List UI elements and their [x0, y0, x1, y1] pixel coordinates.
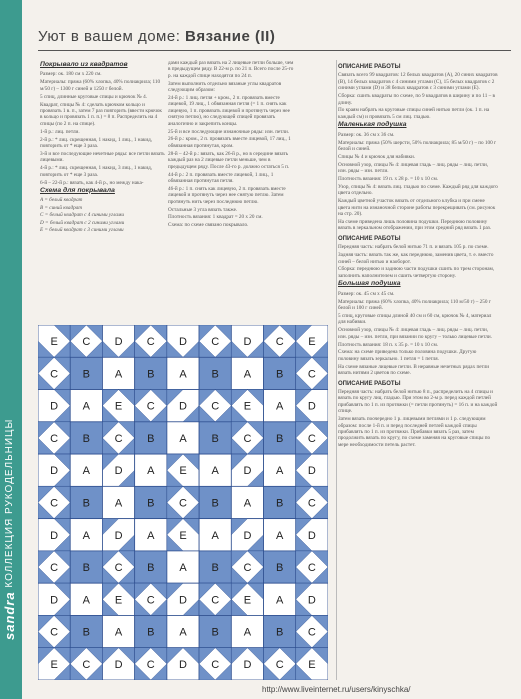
- chart-cell-C: [264, 325, 296, 357]
- chart-cell-B: [199, 357, 231, 389]
- chart-cell-C: [102, 422, 134, 454]
- cell-letter: D: [307, 400, 316, 413]
- chart-cell-A: [135, 519, 167, 551]
- column-right-instructions: [338, 60, 498, 690]
- cell-letter: C: [307, 626, 316, 639]
- chart-cell-D: [296, 454, 328, 486]
- cell-letter: E: [243, 400, 252, 413]
- paragraph: 1-й р.: лиц. петли.: [40, 128, 80, 135]
- cell-letter: B: [147, 432, 155, 445]
- cell-letter: C: [243, 562, 252, 575]
- chart-cell-E: [231, 583, 263, 615]
- cell-letter: E: [179, 529, 187, 542]
- chart-cell-B: [70, 615, 102, 647]
- paragraph: Материалы: пряжа (60% хлопка, 40% полиакрила; 110 м/50 г) – 250 г белой и 100 г синей.: [338, 298, 491, 311]
- cell-letter: A: [275, 594, 284, 607]
- chart-cell-B: [264, 615, 296, 647]
- chart-cell-B: [264, 357, 296, 389]
- cell-letter: A: [243, 626, 252, 639]
- paragraph: Сборка: переднюю и заднюю части подушки сшить по трем сторонам, заполнить наполнителем и сшить четвертую сторону.: [338, 266, 495, 279]
- paragraph: 5 спиц, круговые спицы длиной 40 см и 60 см, крючок № 4, материал для набивки.: [338, 312, 492, 326]
- chart-cell-C: [38, 422, 70, 454]
- cell-letter: D: [307, 529, 316, 542]
- chart-cell-C: [199, 583, 231, 615]
- cell-letter: D: [50, 465, 59, 478]
- chart-svg: [38, 325, 328, 680]
- brand-logo: sandra: [2, 591, 17, 640]
- cell-letter: A: [179, 626, 187, 639]
- chart-cell-C: [199, 390, 231, 422]
- chart-cell-A: [199, 519, 231, 551]
- chart-cell-A: [231, 486, 263, 518]
- cell-letter: C: [275, 336, 284, 349]
- chart-cell-B: [199, 551, 231, 583]
- cell-letter: B: [147, 368, 155, 381]
- chart-cell-A: [102, 357, 134, 389]
- chart-cell-C: [296, 551, 328, 583]
- paragraph: Затем выполнить отдельно вязаные углы квадратов следующим образом:: [168, 80, 282, 94]
- cell-letter: B: [82, 562, 91, 575]
- chart-cell-B: [135, 357, 167, 389]
- section-title: Покрывало из квадратов: [40, 61, 128, 68]
- chart-cell-D: [167, 583, 199, 615]
- paragraph: 44-й р.: 2 п. провязать вместе лицевой, 1 лиц., 1 обвязанная протянутая петля.: [168, 171, 274, 184]
- cell-letter: B: [147, 562, 155, 575]
- paragraph: Квадрат, спицы № 4: сделать крючком кольцо и провязать 1 в. п., затем 7 раз повторить (ввести крючок в кольцо и провязать 1 п. п.) = 8 п. Распределить на 4 спицы (по 2 п. на спице).: [40, 101, 162, 127]
- cell-letter: D: [307, 594, 316, 607]
- chart-cell-E: [296, 325, 328, 357]
- paragraph: Передняя часть: набрать белой нитью 8 п., распределить на 4 спицы и вязать по кругу лиц. гладью. При этом во 2-м р. перед каждой петлей прибавлять по 1 п. из протяжки (= петли протянуть) = 16 п. и на каждой спице.: [338, 388, 498, 415]
- chart-cell-C: [199, 325, 231, 357]
- cell-letter: B: [82, 497, 91, 510]
- title-main: Вязание (II): [185, 28, 276, 45]
- chart-cell-B: [199, 422, 231, 454]
- chart-cell-D: [296, 583, 328, 615]
- cell-letter: A: [275, 400, 284, 413]
- chart-cell-D: [38, 519, 70, 551]
- chart-cell-A: [70, 583, 102, 615]
- chart-cell-C: [199, 648, 231, 680]
- chart-cell-C: [231, 422, 263, 454]
- cell-letter: A: [114, 497, 123, 510]
- cell-letter: C: [146, 336, 155, 349]
- chart-cell-D: [38, 454, 70, 486]
- cell-letter: B: [275, 368, 284, 381]
- chart-cell-A: [264, 390, 296, 422]
- cell-letter: B: [82, 368, 91, 381]
- cell-letter: A: [211, 465, 219, 478]
- cell-letter: C: [82, 658, 91, 671]
- chart-cell-E: [231, 390, 263, 422]
- section-title: Большая подушка: [338, 280, 401, 288]
- chart-cell-A: [167, 357, 199, 389]
- cell-letter: A: [114, 626, 123, 639]
- cell-letter: D: [50, 529, 59, 542]
- paragraph: Основной узор, спицы № 4: лицевая гладь – лиц. ряды – лиц. петли, изн. ряды – изн. петли.: [338, 161, 489, 175]
- cell-letter: A: [179, 562, 187, 575]
- chart-cell-C: [70, 325, 102, 357]
- paragraph: Каждый цветной участок вязать от отдельного клубка и при смене цвета нити на изнаночной стороне работы перекрещивать (см. рисунок на стр. 20).: [338, 198, 496, 218]
- chart-cell-C: [38, 357, 70, 389]
- cell-letter: E: [50, 336, 58, 349]
- cell-letter: D: [243, 465, 252, 478]
- cell-letter: B: [211, 562, 219, 575]
- cell-letter: A: [275, 465, 284, 478]
- chart-cell-B: [264, 486, 296, 518]
- cell-letter: D: [114, 529, 123, 542]
- cell-letter: B: [275, 562, 284, 575]
- chart-cell-D: [231, 454, 263, 486]
- paragraph: Основной узор, спицы № 4: лицевая гладь – лиц. ряды – лиц. петли, изн. ряды – изн. петли, при вязании по кругу – только лицевые петли.: [338, 327, 492, 340]
- cell-letter: C: [114, 562, 123, 575]
- chart-cell-D: [167, 390, 199, 422]
- column-divider: [336, 60, 337, 680]
- sidebar-band: [0, 0, 22, 699]
- cell-letter: B: [82, 626, 91, 639]
- chart-cell-C: [38, 615, 70, 647]
- blanket-square-chart: [38, 325, 328, 680]
- paragraph: дами каждый раз вязать на 2 лицевые петли больше, чем в предыдущем ряду. В 22-м р. по 21 п. Всего после 25-го р. на каждой спице находятся по 24 п.: [168, 60, 294, 79]
- paragraph: Материалы: пряжа (60% хлопка, 40% полиакрила; 110 м/50 г) – 1300 г синей и 1250 г белой.: [40, 79, 161, 92]
- cell-letter: E: [50, 658, 58, 671]
- paragraph: 28-й – 42-й р.: вязать, как 26-й р., но в середине вязать каждый раз на 2 лицевые петли меньше, чем в предыдущем ряду. После 43-го р. должно остаться 5 п.: [168, 150, 290, 170]
- paragraph: 26-й р.: кром., 2 п. провязать вместе лицевой, 17 лиц., 1 обвязанная протянутая, кром.: [168, 136, 291, 149]
- paragraph: На схеме приведена лишь половина подушки. Переднюю половину вязать в зеркальном отображении, при этом средний ряд вязать 1 раз.: [338, 219, 492, 232]
- paragraph: Размер: ок. 36 см х 36 см.: [338, 131, 395, 138]
- cell-letter: C: [146, 594, 155, 607]
- chart-cell-A: [102, 615, 134, 647]
- cell-letter: C: [114, 432, 123, 445]
- cell-letter: C: [50, 562, 59, 575]
- cell-letter: D: [243, 529, 252, 542]
- cell-letter: C: [50, 497, 59, 510]
- chart-cell-C: [296, 357, 328, 389]
- chart-cell-C: [296, 615, 328, 647]
- cell-letter: A: [275, 529, 284, 542]
- cell-letter: C: [275, 658, 284, 671]
- cell-letter: B: [211, 368, 219, 381]
- chart-cell-C: [38, 551, 70, 583]
- cell-letter: A: [211, 529, 219, 542]
- paragraph: Связать всего 99 квадратов: 12 белых квадратов (A), 20 синих квадратов (B), 14 белых квадратов с 4 синими углами (C), 15 белых квадратов с 2 синими углами (D) и 38 белых квадратов с 3 синими углами (E).: [338, 72, 498, 92]
- paragraph: 24-й р.: 1 лиц. петля + кром., 2 п. провязать вместе лицевой, 19 лиц., 1 обвязанная петля (= 1 п. снять как лицевую, 1 п. провязать лицевой и протянуть через нее снятую петлю), но следующей спицей провязать аналогично и закрепить концы.: [168, 95, 290, 127]
- cell-letter: B: [211, 432, 219, 445]
- cell-letter: B: [275, 432, 284, 445]
- chart-cell-A: [167, 422, 199, 454]
- cell-letter: D: [307, 465, 316, 478]
- legend-item: B = синий квадрат: [40, 204, 83, 211]
- cell-letter: D: [114, 465, 123, 478]
- paragraph: Задняя часть: вязать так же, как переднюю, заменив цвета, т. е. вместо синей – белой нитью и наоборот.: [338, 252, 494, 265]
- paragraph: Спицы № 4 и крючок для набивки.: [338, 153, 416, 160]
- cell-letter: D: [179, 400, 187, 413]
- paragraph: Плотность вязания: 18 п. х 35 р. = 10 х 10 см.: [338, 341, 439, 348]
- chart-cell-B: [264, 422, 296, 454]
- cell-letter: A: [82, 529, 91, 542]
- cell-letter: D: [179, 594, 187, 607]
- section-heading: ОПИСАНИЕ РАБОТЫ: [338, 64, 401, 70]
- chart-cell-B: [135, 551, 167, 583]
- cell-letter: A: [82, 400, 91, 413]
- cell-letter: A: [82, 594, 91, 607]
- chart-cell-B: [135, 422, 167, 454]
- cell-letter: B: [82, 432, 91, 445]
- cell-letter: D: [179, 658, 187, 671]
- chart-cell-A: [264, 583, 296, 615]
- column-corner-instructions: [168, 60, 296, 320]
- cell-letter: C: [307, 562, 316, 575]
- chart-cell-A: [70, 390, 102, 422]
- cell-letter: D: [243, 336, 252, 349]
- cell-letter: D: [114, 658, 123, 671]
- cell-letter: C: [211, 658, 220, 671]
- cell-letter: A: [179, 432, 187, 445]
- paragraph: Затем вязать поочередно 1 р. лицевыми петлями и 1 р. следующим образом: после 1-й п. и перед последней петлей каждой спицы прибавлять по 1 п. из протяжки. Прибавки вязать 5 раз, затем продолжить вязать по кругу, по схеме заменяя на круговые спицы по мере необходимости петель растет.: [338, 416, 491, 448]
- sidebar-brand-text: [2, 120, 20, 640]
- chart-cell-A: [135, 454, 167, 486]
- chart-cell-C: [135, 390, 167, 422]
- cell-letter: C: [179, 497, 187, 510]
- chart-cell-E: [102, 583, 134, 615]
- chart-cell-E: [38, 648, 70, 680]
- cell-letter: C: [307, 497, 316, 510]
- cell-letter: C: [146, 658, 155, 671]
- paragraph: Материалы: пряжа (50% шерсти, 50% полиакрила; 85 м/50 г) – по 100 г белой и синей.: [338, 139, 497, 152]
- cell-letter: D: [179, 336, 187, 349]
- cell-letter: C: [50, 432, 59, 445]
- chart-cell-E: [38, 325, 70, 357]
- chart-cell-C: [135, 648, 167, 680]
- cell-letter: C: [243, 432, 252, 445]
- chart-cell-B: [199, 615, 231, 647]
- cell-letter: C: [50, 368, 59, 381]
- chart-cell-B: [135, 615, 167, 647]
- column-blanket-instructions: [40, 60, 165, 320]
- chart-cell-A: [264, 454, 296, 486]
- paragraph: Плотность вязания: 19 п. х 28 р. = 10 х 10 см.: [338, 176, 439, 183]
- chart-cell-C: [296, 422, 328, 454]
- chart-cell-A: [231, 357, 263, 389]
- chart-cell-B: [199, 486, 231, 518]
- cell-letter: B: [275, 497, 284, 510]
- paragraph: Схема: по схеме связано покрывало.: [168, 222, 249, 229]
- cell-letter: A: [147, 465, 155, 478]
- cell-letter: C: [82, 336, 91, 349]
- paragraph: Плотность вязания: 1 квадрат = 20 х 20 см.: [168, 214, 263, 221]
- chart-cell-A: [231, 615, 263, 647]
- cell-letter: E: [114, 594, 123, 607]
- cell-letter: B: [275, 626, 284, 639]
- chart-cell-D: [296, 519, 328, 551]
- paragraph: На схеме вязаные лицевые петли. В неравные нечетных рядах петли вязать нитями 2 цветов по схеме.: [338, 363, 490, 377]
- legend-item: D = белый квадрат с 2 синими углами: [40, 219, 125, 226]
- cell-letter: A: [243, 497, 252, 510]
- chart-cell-B: [70, 422, 102, 454]
- paragraph: 3-й и все последующие нечетные ряды: все петли вязать лицевыми.: [40, 150, 165, 164]
- cell-letter: A: [243, 368, 252, 381]
- footer-url: http://www.liveinternet.ru/users/kinyschka/: [262, 685, 411, 694]
- cell-letter: B: [211, 626, 219, 639]
- cell-letter: C: [211, 400, 220, 413]
- cell-letter: D: [114, 336, 123, 349]
- chart-cell-D: [38, 390, 70, 422]
- chart-cell-C: [102, 551, 134, 583]
- legend-item: C = белый квадрат с 4 синими углами: [40, 212, 124, 219]
- section-title: Маленькая подушка: [338, 121, 407, 129]
- chart-cell-E: [167, 454, 199, 486]
- cell-letter: C: [146, 400, 155, 413]
- chart-cell-D: [167, 325, 199, 357]
- cell-letter: C: [307, 432, 316, 445]
- chart-cell-D: [231, 648, 263, 680]
- legend-item: E = белый квадрат с 3 синими углами: [40, 226, 124, 233]
- chart-cell-B: [70, 486, 102, 518]
- chart-cell-C: [167, 486, 199, 518]
- cell-letter: A: [147, 529, 155, 542]
- cell-letter: D: [50, 594, 59, 607]
- chart-cell-C: [70, 648, 102, 680]
- chart-cell-E: [296, 648, 328, 680]
- chart-cell-D: [38, 583, 70, 615]
- legend-item: A = белый квадрат: [40, 197, 83, 204]
- chart-cell-D: [102, 648, 134, 680]
- cell-letter: B: [211, 497, 219, 510]
- cell-letter: A: [114, 368, 123, 381]
- paragraph: 46-й р.: 1 п. снять как лицевую, 2 п. провязать вместе лицевой и протянуть через нее снятую петлю. Затем протянуть нить через последнюю петлю.: [168, 185, 286, 205]
- cell-letter: B: [147, 626, 155, 639]
- chart-cell-B: [135, 486, 167, 518]
- chart-cell-C: [135, 325, 167, 357]
- chart-cell-C: [296, 486, 328, 518]
- paragraph: Передняя часть: набрать белой нитью 71 п. и вязать 105 р. по схеме.: [338, 244, 489, 251]
- paragraph: 25-й и все последующие изнаночные ряды: изн. петли.: [168, 128, 290, 135]
- paragraph: Схема: на схеме приведена только половина подушки. Другую половину вязать зеркально. 1 петля = 1 петля.: [338, 349, 477, 362]
- paragraph: 4-й р.: * лиц. скрещенная, 1 накид, 3 лиц., 1 накид, повторить от * еще 3 раза.: [40, 165, 153, 178]
- cell-letter: C: [307, 368, 316, 381]
- chart-cell-A: [264, 519, 296, 551]
- chart-cell-C: [135, 583, 167, 615]
- cell-letter: E: [308, 336, 316, 349]
- paragraph: Размер: ок. 45 см х 45 см.: [338, 290, 395, 297]
- chart-cell-D: [296, 390, 328, 422]
- page-header: [38, 28, 511, 51]
- cell-letter: E: [243, 594, 252, 607]
- page-title: [38, 28, 275, 45]
- cell-letter: E: [114, 400, 123, 413]
- cell-letter: C: [50, 626, 59, 639]
- legend-title: Схема для покрывала: [40, 186, 115, 194]
- cell-letter: B: [147, 497, 155, 510]
- chart-cell-D: [231, 519, 263, 551]
- cell-letter: D: [243, 658, 252, 671]
- chart-cell-D: [231, 325, 263, 357]
- cell-letter: A: [82, 465, 91, 478]
- section-heading: ОПИСАНИЕ РАБОТЫ: [338, 235, 401, 242]
- cell-letter: A: [179, 368, 187, 381]
- chart-cell-B: [70, 357, 102, 389]
- cell-letter: C: [211, 336, 220, 349]
- cell-letter: E: [308, 658, 316, 671]
- chart-cell-C: [264, 648, 296, 680]
- cell-letter: C: [211, 594, 220, 607]
- chart-cell-D: [102, 325, 134, 357]
- paragraph: По краям набрать на круговые спицы синей нитью петли (ок. 1 п. на каждый см) и провязать 5 см лиц. гладью.: [338, 107, 490, 120]
- paragraph: 2-й р.: * лиц. скрещенная, 1 накид, 1 лиц., 1 накид, повторить от * еще 3 раза.: [40, 136, 153, 149]
- chart-cell-E: [167, 519, 199, 551]
- paragraph: Остальные 3 угла вязать также.: [168, 206, 238, 213]
- chart-cell-C: [231, 551, 263, 583]
- chart-cell-A: [167, 615, 199, 647]
- chart-cell-B: [70, 551, 102, 583]
- chart-cell-D: [102, 519, 134, 551]
- chart-cell-A: [199, 454, 231, 486]
- paragraph: Узор, спицы № 4: вязать лиц. гладью по схеме. Каждый ряд для каждого цвета отдельно.: [338, 184, 498, 197]
- chart-cell-E: [102, 390, 134, 422]
- paragraph: Сборка: сшить квадраты по схеме, по 9 квадратов в ширину и по 11 – в длину.: [338, 93, 495, 106]
- chart-cell-A: [167, 551, 199, 583]
- title-prefix: Уют в вашем доме:: [38, 28, 181, 45]
- chart-cell-A: [70, 454, 102, 486]
- cell-letter: D: [50, 400, 59, 413]
- chart-cell-A: [70, 519, 102, 551]
- chart-cell-D: [167, 648, 199, 680]
- chart-cell-B: [264, 551, 296, 583]
- collection-label: КОЛЛЕКЦИЯ РУКОДЕЛЬНИЦЫ: [4, 418, 15, 588]
- paragraph: Размер: ок. 180 см х 220 см.: [40, 71, 102, 78]
- chart-cell-D: [102, 454, 134, 486]
- paragraph: 5 спиц, длинные круговые спицы и крючок № 4.: [40, 93, 147, 100]
- chart-cell-A: [102, 486, 134, 518]
- cell-letter: E: [179, 465, 187, 478]
- section-heading: ОПИСАНИЕ РАБОТЫ: [338, 380, 401, 387]
- chart-cell-C: [38, 486, 70, 518]
- paragraph: 6-й – 22-й р.: вязать, как 4-й р., но между нака-: [40, 179, 144, 186]
